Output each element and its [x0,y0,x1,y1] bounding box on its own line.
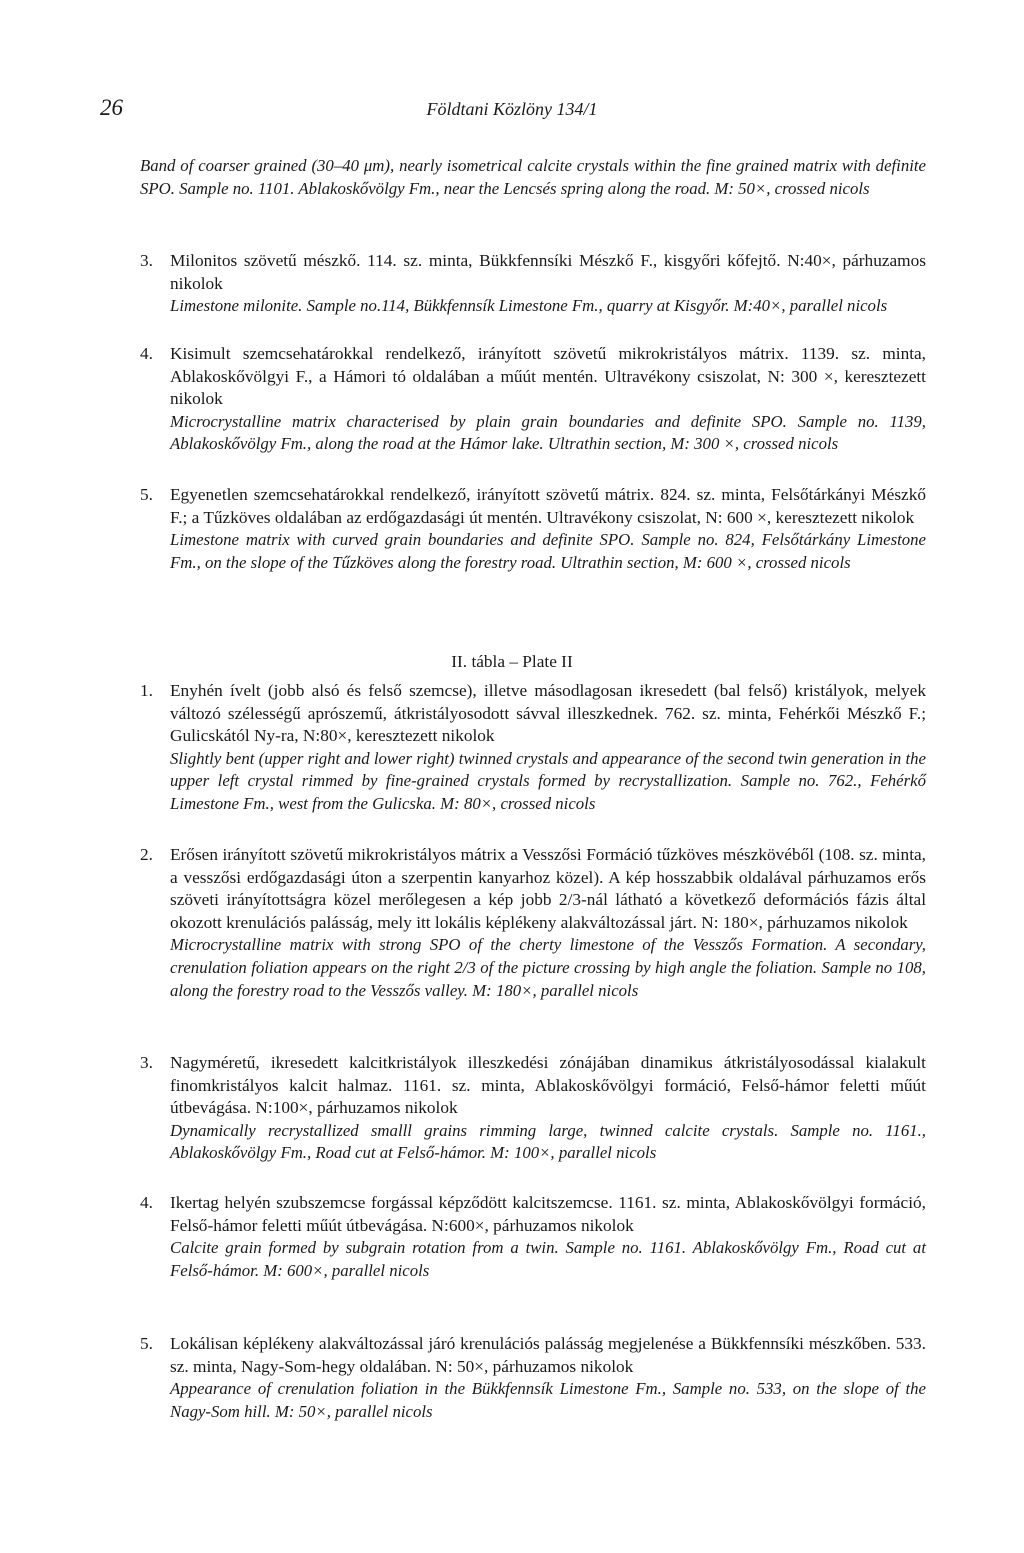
caption-english: Band of coarser grained (30–40 μm), nearly isometrical calcite crystals within the fine grained matrix with definite SPO. Sample no. 1101. Ablakoskővölgy Fm., near the Lencsés spring along the road. M: 50×, crossed nicols [140,156,926,198]
plate1-continued-caption [140,155,926,200]
item-number: 3. [140,1053,153,1072]
caption-hungarian: Milonitos szövetű mészkő. 114. sz. minta, Bükkfennsíki Mészkő F., kisgyőri kőfejtő. N:40×, párhuzamos nikolok [170,251,926,293]
page-number: 26 [100,95,123,120]
page-header [0,95,1024,125]
caption-english: Slightly bent (upper right and lower right) twinned crystals and appearance of the second twin generation in the upper left crystal rimmed by fine-grained crystals formed by recrystallization. Sample no. 762., Fehérkő Limestone Fm., west from the Gulicska. M: 80×, crossed nicols [170,748,926,813]
item-number: 4. [140,1193,153,1212]
caption-english: Limestone matrix with curved grain boundaries and definite SPO. Sample no. 824, Felsőtárkány Limestone Fm., on the slope of the Tűzköves along the forestry road. Ultrathin section, M: 600 ×, crossed nicols [170,530,926,572]
plate2-item-1 [140,680,926,816]
caption-english: Microcrystalline matrix characterised by plain grain boundaries and definite SPO. Sample no. 1139, Ablakoskővölgy Fm., along the road at the Hámor lake. Ultrathin section, M: 300 ×, crossed nicols [170,411,926,454]
plate2-item-5 [140,1333,926,1423]
caption-english: Limestone milonite. Sample no.114, Bükkfennsík Limestone Fm., quarry at Kisgyőr. M:40×, parallel nicols [170,296,888,316]
item-number: 1. [140,681,153,700]
caption-english: Calcite grain formed by subgrain rotation from a twin. Sample no. 1161. Ablakoskővölgy Fm., Road cut at Felső-hámor. M: 600×, parallel nicols [170,1238,926,1280]
caption-english: Appearance of crenulation foliation in the Bükkfennsík Limestone Fm., Sample no. 533, on the slope of the Nagy-Som hill. M: 50×, parallel nicols [170,1379,926,1421]
item-number: 5. [140,1334,153,1353]
plate1-item-4 [140,343,926,456]
caption-hungarian: Erősen irányított szövetű mikrokristályos mátrix a Vesszősi Formáció tűzköves mészkövéből (108. sz. minta, a vesszősi erdőgazdasági úton a szerpentin kanyarhoz közel). A kép hosszabbik oldalával párhuzamos erős szöveti irányítottságra közel merőlegesen a kép jobb 2/3-nál látható a következő deformációs fázis által okozott krenulációs palásság, mely itt lokális képlékeny alakváltozással járt. N: 180×, párhuzamos nikolok [170,845,926,932]
item-number: 5. [140,485,153,504]
plate1-item-5 [140,484,926,574]
item-number: 4. [140,344,153,363]
caption-hungarian: Kisimult szemcsehatárokkal rendelkező, irányított szövetű mikrokristályos mátrix. 1139. sz. minta, Ablakoskővölgyi F., a Hámori tó oldalában a műút mentén. Ultravékony csiszolat, N: 300 ×, keresztezett nikolok [170,344,926,409]
item-number: 2. [140,845,153,864]
plate2-item-4 [140,1192,926,1282]
caption-english: Microcrystalline matrix with strong SPO of the cherty limestone of the Vesszős Formation. A secondary, crenulation foliation appears on the right 2/3 of the picture crossing by high angle the foliation. Sample no 108, along the forestry road to the Vesszős valley. M: 180×, parallel nicols [170,935,926,1000]
caption-hungarian: Lokálisan képlékeny alakváltozással járó krenulációs palásság megjelenése a Bükkfennsíki mészkőben. 533. sz. minta, Nagy-Som-hegy oldalában. N: 50×, párhuzamos nikolok [170,1334,926,1376]
plate1-item-3 [140,250,926,318]
plate2-item-2 [140,844,926,1002]
running-title: Földtani Közlöny 134/1 [426,99,598,119]
item-number: 3. [140,251,153,270]
caption-hungarian: Nagyméretű, ikresedett kalcitkristályok illeszkedési zónájában dinamikus átkristályosodással kialakult finomkristályos kalcit halmaz. 1161. sz. minta, Ablakoskővölgyi formáció, Felső-hámor feletti műút útbevágása. N:100×, párhuzamos nikolok [170,1053,926,1118]
caption-english: Dynamically recrystallized smalll grains rimming large, twinned calcite crystals. Sample no. 1161., Ablakoskővölgy Fm., Road cut at Felső-hámor. M: 100×, parallel nicols [170,1120,926,1163]
caption-hungarian: Enyhén ívelt (jobb alsó és felső szemcse), illetve másodlagosan ikresedett (bal felső) kristályok, melyek változó szélességű aprószemű, átkristályosodott sávval illeszkednek. 762. sz. minta, Fehérkői Mészkő F.; Gulicskától Ny-ra, N:80×, keresztezett nikolok [170,681,926,746]
caption-hungarian: Egyenetlen szemcsehatárokkal rendelkező, irányított szövetű mátrix. 824. sz. minta, Felsőtárkányi Mészkő F.; a Tűzköves oldalában az erdőgazdasági út mentén. Ultravékony csiszolat, N: 600 ×, keresztezett nikolok [170,485,926,527]
plate-heading: II. tábla – Plate II [451,652,573,671]
caption-hungarian: Ikertag helyén szubszemcse forgással képződött kalcitszemcse. 1161. sz. minta, Ablakoskővölgyi formáció, Felső-hámor feletti műút útbevágása. N:600×, párhuzamos nikolok [170,1193,926,1235]
plate2-item-3 [140,1052,926,1165]
